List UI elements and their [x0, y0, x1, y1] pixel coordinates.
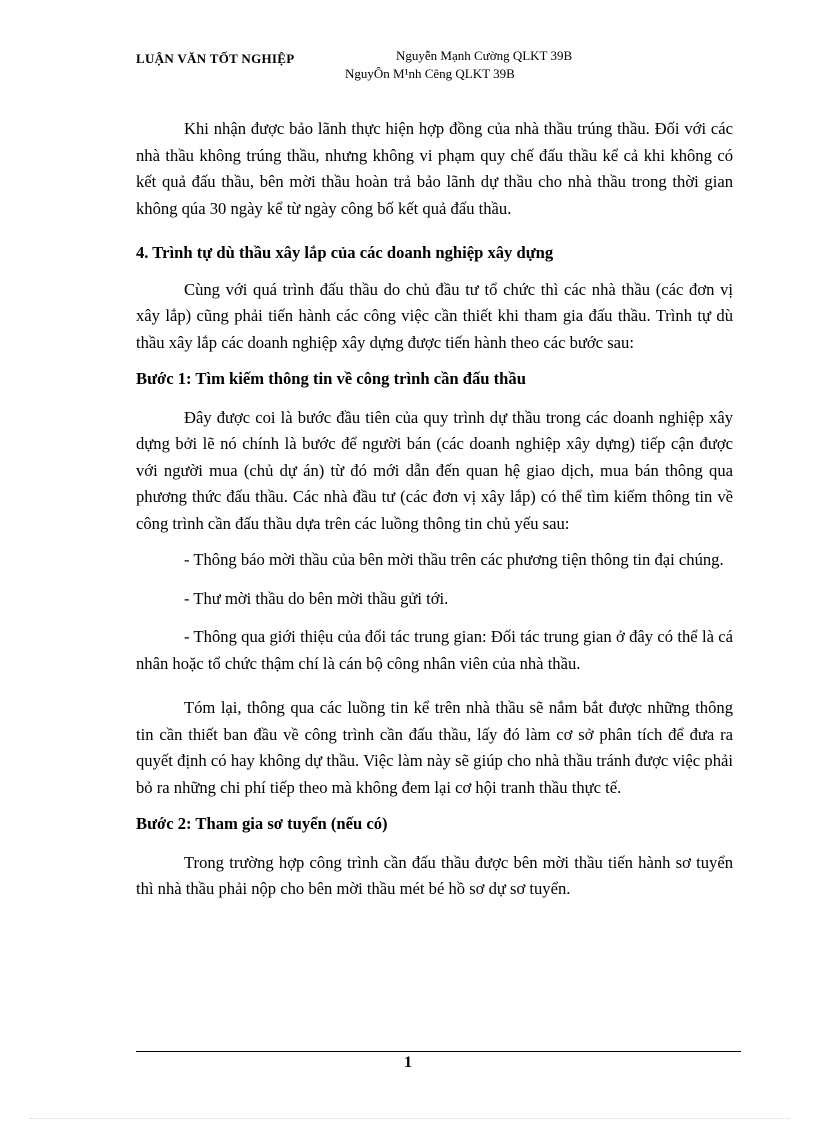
page-header	[136, 48, 746, 88]
paragraph: Cùng với quá trình đấu thầu do chủ đầu tư tổ chức thì các nhà thầu (các đơn vị xây lắp) cũng phải tiến hành các công việc cần thiết khi tham gia đấu thầu. Trình tự dù thầu xây lắp các doanh nghiệp xây dựng được tiến hành theo các bước sau:	[136, 279, 733, 352]
paragraph: Khi nhận được bảo lãnh thực hiện hợp đồng của nhà thầu trúng thầu. Đối với các nhà thầu không trúng thầu, nhưng không vi phạm quy chế đấu thầu kể cả khi không có kết quả đấu thầu, bên mời thầu hoàn trả bảo lãnh dự thầu cho nhà thầu trong thời gian không qúa 30 ngày kể từ ngày công bố kết quả đấu thầu.	[136, 119, 733, 218]
footer-rule	[136, 1051, 741, 1052]
page-number: 1	[404, 1054, 412, 1071]
document-body	[136, 116, 733, 903]
bullet-item: - Thông qua giới thiệu của đối tác trung gian: Đối tác trung gian ở đây có thể là cá nhân hoặc tổ chức thậm chí là cán bộ công nhân viên của nhà thầu.	[136, 627, 733, 673]
bullet-item: - Thư mời thầu do bên mời thầu gửi tới.	[184, 588, 449, 608]
paragraph: Trong trường hợp công trình cần đấu thầu được bên mời thầu tiến hành sơ tuyển thì nhà thầu phải nộp cho bên mời thầu mét bé hồ sơ dự sơ tuyển.	[136, 852, 733, 898]
header-author-garbled: NguyÔn M¹nh Cêng QLKT 39B	[345, 66, 515, 81]
paragraph: Tóm lại, thông qua các luồng tin kể trên nhà thầu sẽ nắm bắt được những thông tin cần thiết ban đầu về công trình cần đấu thầu, lấy đó làm cơ sở phân tích để đưa ra quyết định có hay không dự thầu. Việc làm này sẽ giúp cho nhà thầu tránh được việc phải bỏ ra những chi phí tiếp theo mà không đem lại cơ hội tranh thầu thực tế.	[136, 698, 733, 797]
header-author: Nguyễn Mạnh Cường QLKT 39B	[396, 48, 573, 63]
step-heading: Bước 2: Tham gia sơ tuyển (nếu có)	[136, 814, 388, 833]
step-heading: Bước 1: Tìm kiếm thông tin về công trình cần đấu thầu	[136, 369, 526, 388]
paragraph: Đây được coi là bước đầu tiên của quy trình dự thầu trong các doanh nghiệp xây dựng bởi lẽ nó chính là bước để người bán (các doanh nghiệp xây dựng) tiếp cận được với người mua (chủ dự án) từ đó mới dẫn đến quan hệ giao dịch, mua bán thông qua phương thức đấu thầu. Các nhà đầu tư (các đơn vị xây lắp) có thể tìm kiếm thông tin về công trình cần đấu thầu dựa trên các luồng thông tin chủ yếu sau:	[136, 407, 733, 533]
section-heading: 4. Trình tự dù thầu xây lắp của các doanh nghiệp xây dựng	[136, 243, 554, 262]
page-edge-dots	[30, 1118, 790, 1119]
bullet-item: - Thông báo mời thầu của bên mời thầu trên các phương tiện thông tin đại chúng.	[184, 550, 724, 569]
header-thesis-label: LUẬN VĂN TỐT NGHIỆP	[136, 51, 295, 66]
